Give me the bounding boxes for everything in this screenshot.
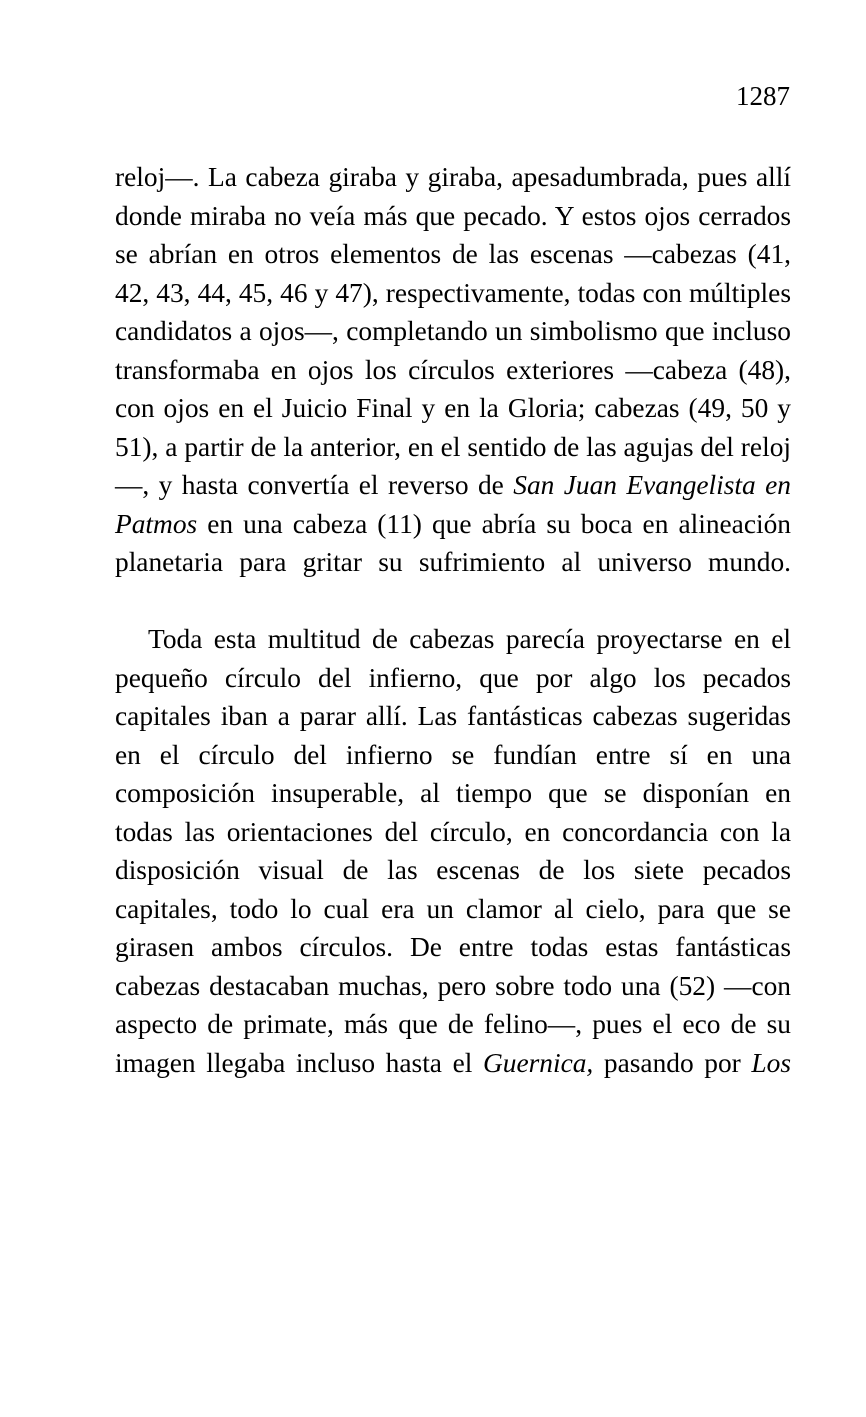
paragraph-text: reloj—. La cabeza giraba y giraba, apesadumbrada, pues allí donde miraba no veía más que pecado. Y estos ojos cerrados se abrían en otros elementos de las escenas —cabezas (41, 42, 43, 44, 45, 46 y 47), respectivamente, todas con múltiples candidatos a ojos—, completando un simbolismo que incluso transformaba en ojos los círculos exteriores —cabeza (48), con ojos en el Juicio Final y en la Gloria; cabezas (49, 50 y 51), a partir de la anterior, en el sentido de las agujas del reloj—, y hasta convertía el reverso de xyxy=(115,162,791,500)
text-column xyxy=(115,158,791,1121)
paragraph xyxy=(115,620,791,1121)
work-title-italic: Los xyxy=(751,1047,791,1078)
paragraph-text: en una cabeza (11) que abría su boca en alineación planetaria para gritar su sufrimiento al universo mundo. xyxy=(115,508,791,577)
work-title-italic: Guernica, xyxy=(482,1047,594,1078)
page-number: 1287 xyxy=(736,81,790,111)
paragraph-text: Toda esta multitud de cabezas parecía proyectarse en el pequeño círculo del infierno, que por algo los pecados capitales iban a parar allí. Las fantásticas cabezas sugeridas en el círculo del infierno se fundían entre sí en una composición insuperable, al tiempo que se disponían en todas las orientaciones del círculo, en concordancia con la disposición visual de las escenas de los siete pecados capitales, todo lo cual era un clamor al cielo, para que se girasen ambos círculos. De entre todas estas fantásticas cabezas destacaban muchas, pero sobre todo una (52) —con aspecto de primate, más que de felino—, pues el eco de su imagen llegaba incluso hasta el xyxy=(115,624,791,1078)
paragraph-text: pasando por xyxy=(593,1047,752,1078)
paragraph xyxy=(115,158,791,620)
work-title-italic: San Juan Evangelista en Patmos xyxy=(115,470,791,539)
